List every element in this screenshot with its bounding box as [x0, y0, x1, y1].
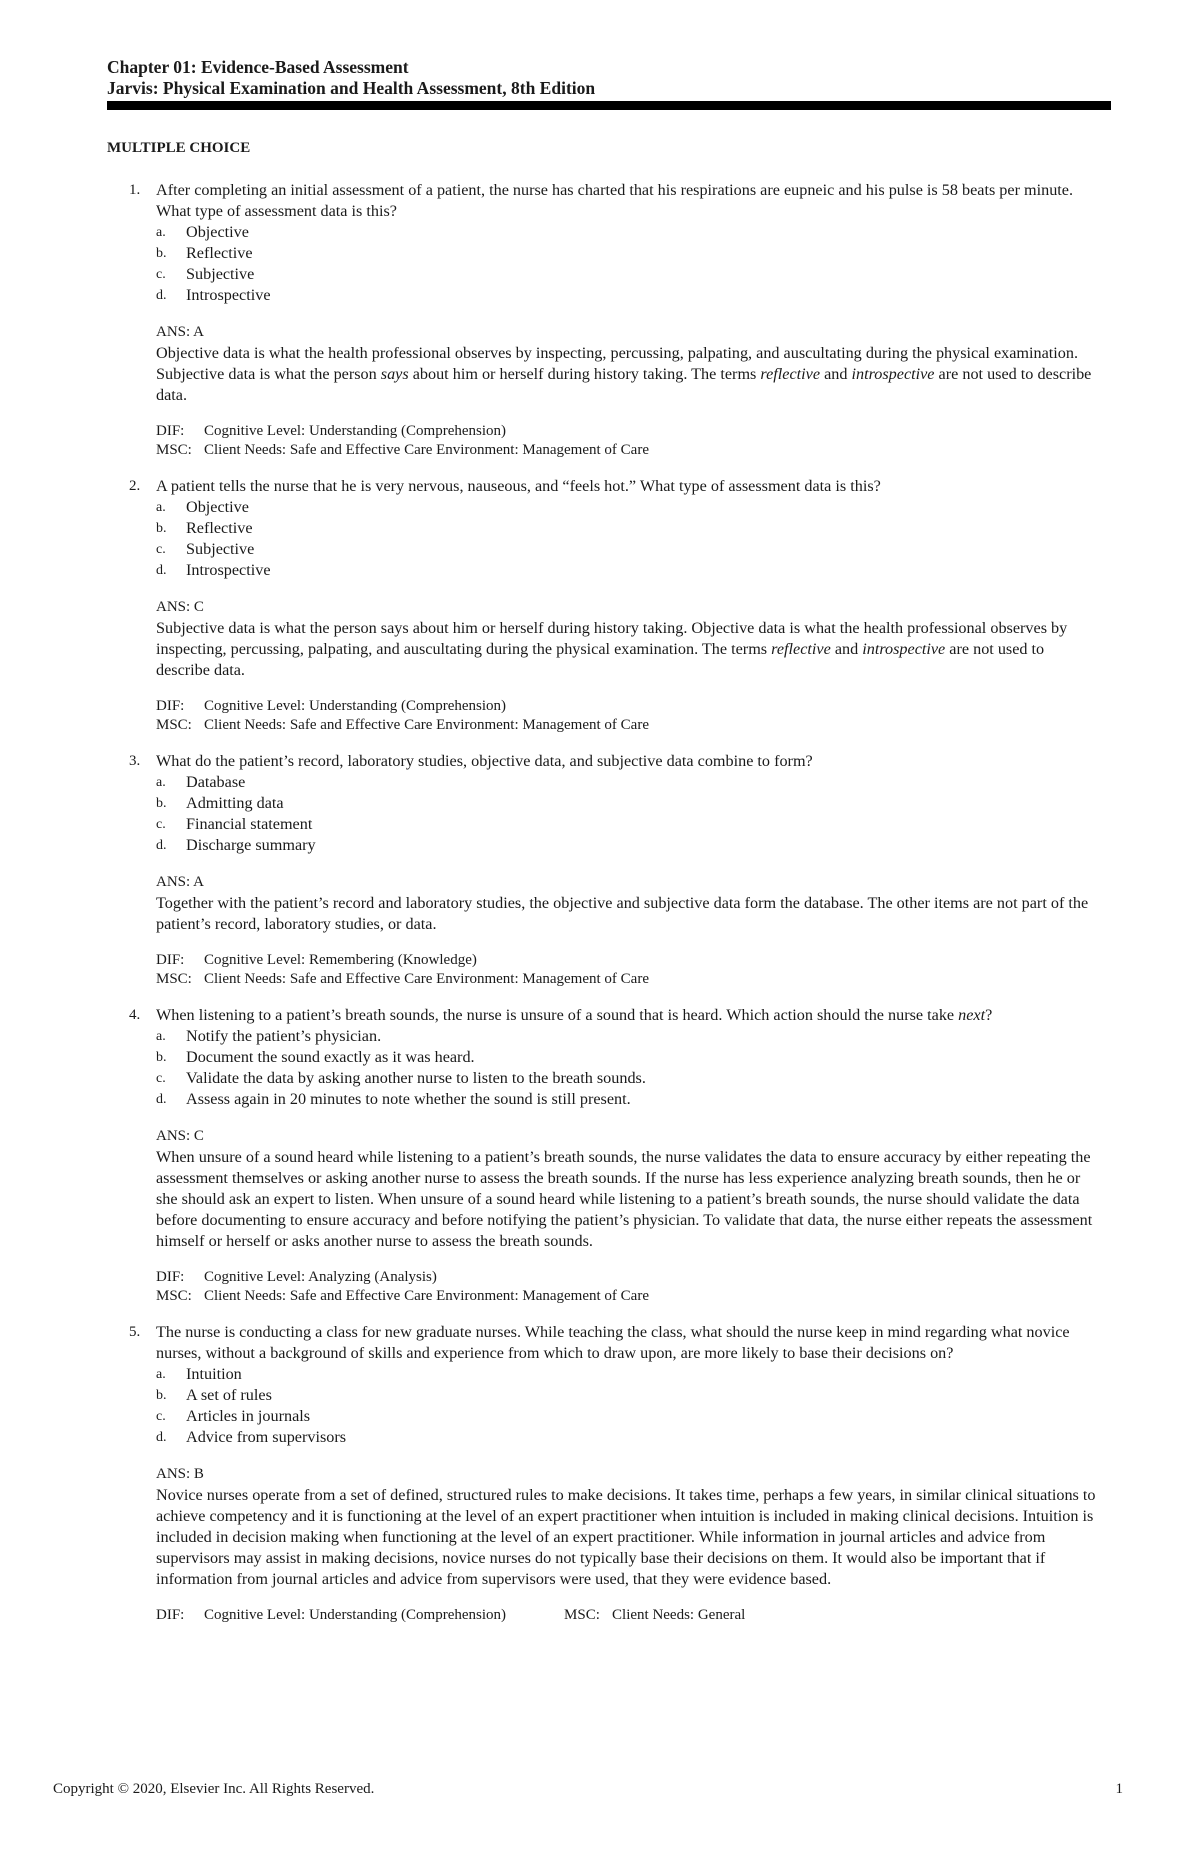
rationale-text-run: are not used to describe data.	[156, 365, 1092, 404]
answer-option	[156, 1385, 1102, 1406]
rationale-text-run: and	[820, 365, 852, 383]
difficulty-level: Cognitive Level: Analyzing (Analysis)	[204, 1269, 437, 1285]
answer-option	[156, 1364, 1102, 1385]
section-title: MULTIPLE CHOICE	[107, 140, 251, 156]
answer-option	[156, 1406, 1102, 1427]
rationale-text-run: When unsure of a sound heard while listening to a patient’s breath sounds, the nurse validates the data to ensure accuracy by either repeating the assessment themselves or asking another nurse to assess the breath sounds. If the nurse has less experience analyzing breath sounds, then he or she should ask an expert to listen. When unsure of a sound heard while listening to a patient’s breath sounds, the nurse should validate the data before documenting to ensure accuracy and before notifying the patient’s physician. To validate that data, the nurse either repeats the assessment himself or herself or asks another nurse to assess the breath sounds.	[156, 1148, 1093, 1250]
answer-key: ANS: C	[156, 1128, 204, 1144]
rationale-text-run: are not used to describe data.	[156, 640, 1045, 679]
difficulty-level: Cognitive Level: Understanding (Comprehension)	[204, 698, 507, 714]
client-needs: Client Needs: Safe and Effective Care Environment: Management of Care	[204, 1288, 649, 1304]
rationale-text-run: Subjective data is what the person says about him or herself during history taking. Objective data is what the health professional observes by inspecting, percussing, palpating, and auscultating during the physical examination. The terms	[156, 619, 1068, 658]
question-metadata	[156, 697, 1102, 735]
option-text: Reflective	[186, 244, 253, 262]
header-rule	[107, 101, 1111, 110]
answer-option	[156, 1068, 1102, 1089]
answer-option	[156, 1047, 1102, 1068]
option-letter: b.	[156, 521, 167, 536]
answer-rationale	[156, 1147, 1102, 1252]
question-list	[107, 180, 1102, 1641]
rationale-text-run: reflective	[760, 365, 821, 383]
rationale-text-run: Objective data is what the health professional observes by inspecting, percussing, palpating, and auscultating during the physical examination. Subjective data is what the person	[156, 344, 1078, 383]
option-letter: d.	[156, 1430, 167, 1445]
answer-option	[156, 835, 1102, 856]
option-text: Advice from supervisors	[186, 1428, 347, 1446]
question-number: 4.	[129, 1007, 141, 1023]
dif-label: DIF:	[156, 423, 185, 439]
option-letter: b.	[156, 1050, 167, 1065]
answer-option	[156, 772, 1102, 793]
difficulty-level: Cognitive Level: Remembering (Knowledge)	[204, 952, 477, 968]
answer-option	[156, 793, 1102, 814]
metadata-line	[156, 422, 1102, 441]
question-metadata	[156, 1268, 1102, 1306]
answer-options	[156, 772, 1102, 856]
option-letter: c.	[156, 1071, 166, 1086]
rationale-text-run: and	[830, 640, 863, 658]
answer-rationale	[156, 618, 1102, 681]
answer-key: ANS: A	[156, 874, 204, 890]
option-text: Notify the patient’s physician.	[186, 1027, 382, 1045]
question-stem: After completing an initial assessment of a patient, the nurse has charted that his respirations are eupneic and his pulse is 58 beats per minute. What type of assessment data is this?	[156, 181, 1074, 220]
question-metadata	[156, 951, 1102, 989]
answer-options	[156, 1364, 1102, 1448]
answer-option	[156, 1026, 1102, 1047]
answer-key: ANS: B	[156, 1466, 204, 1482]
question-stem: What do the patient’s record, laboratory studies, objective data, and subjective data combine to form?	[156, 752, 813, 770]
metadata-line	[156, 951, 1102, 970]
stem-text-run: When listening to a patient’s breath sounds, the nurse is unsure of a sound that is heard. Which action should the nurse take	[156, 1006, 959, 1024]
option-letter: a.	[156, 1029, 166, 1044]
question-item	[107, 180, 1102, 460]
option-letter: d.	[156, 563, 167, 578]
option-letter: c.	[156, 267, 166, 282]
option-text: Admitting data	[186, 794, 284, 812]
question-number: 2.	[129, 478, 141, 494]
option-text: Assess again in 20 minutes to note whether the sound is still present.	[186, 1090, 631, 1108]
difficulty-level: Cognitive Level: Understanding (Comprehension)	[204, 423, 507, 439]
option-letter: c.	[156, 542, 166, 557]
option-letter: a.	[156, 1367, 166, 1382]
option-letter: c.	[156, 817, 166, 832]
option-text: Objective	[186, 223, 249, 241]
rationale-text-run: says	[380, 365, 409, 383]
rationale-text-run: introspective	[851, 365, 935, 383]
client-needs: Client Needs: Safe and Effective Care Environment: Management of Care	[204, 717, 649, 733]
stem-text-run: next	[958, 1006, 986, 1024]
option-text: Introspective	[186, 561, 271, 579]
client-needs: Client Needs: General	[612, 1607, 746, 1623]
metadata-line	[156, 441, 1102, 460]
msc-label: MSC:	[564, 1607, 600, 1623]
question-item	[107, 1005, 1102, 1306]
answer-options	[156, 222, 1102, 306]
question-stem	[156, 1005, 1102, 1026]
answer-options	[156, 497, 1102, 581]
answer-option	[156, 814, 1102, 835]
question-item	[107, 476, 1102, 735]
answer-options	[156, 1026, 1102, 1110]
dif-label: DIF:	[156, 1607, 185, 1623]
answer-option	[156, 539, 1102, 560]
option-text: Subjective	[186, 540, 255, 558]
question-stem: A patient tells the nurse that he is very nervous, nauseous, and “feels hot.” What type of assessment data is this?	[156, 477, 881, 495]
stem-text-run: ?	[985, 1006, 993, 1024]
rationale-text-run: about him or herself during history taking. The terms	[408, 365, 761, 383]
copyright-notice: Copyright © 2020, Elsevier Inc. All Rights Reserved.	[53, 1781, 375, 1797]
question-number: 3.	[129, 753, 141, 769]
option-text: Introspective	[186, 286, 271, 304]
answer-option	[156, 264, 1102, 285]
answer-rationale	[156, 343, 1102, 406]
answer-rationale	[156, 893, 1102, 935]
option-text: Financial statement	[186, 815, 313, 833]
rationale-text-run: Together with the patient’s record and laboratory studies, the objective and subjective data form the database. The other items are not part of the patient’s record, laboratory studies, or data.	[156, 894, 1089, 933]
option-text: Subjective	[186, 265, 255, 283]
option-text: Reflective	[186, 519, 253, 537]
question-item	[107, 1322, 1102, 1625]
question-number: 1.	[129, 182, 141, 198]
option-letter: b.	[156, 1388, 167, 1403]
rationale-text-run: reflective	[771, 640, 831, 658]
book-title: Jarvis: Physical Examination and Health Assessment, 8th Edition	[107, 78, 596, 98]
client-needs: Client Needs: Safe and Effective Care Environment: Management of Care	[204, 442, 649, 458]
option-text: Discharge summary	[186, 836, 316, 854]
answer-rationale	[156, 1485, 1102, 1590]
metadata-line	[156, 716, 1102, 735]
option-text: Articles in journals	[186, 1407, 311, 1425]
answer-option	[156, 1427, 1102, 1448]
question-stem: The nurse is conducting a class for new graduate nurses. While teaching the class, what should the nurse keep in mind regarding what novice nurses, without a background of skills and experience from which to draw upon, are more likely to base their decisions on?	[156, 1323, 1070, 1362]
option-letter: b.	[156, 246, 167, 261]
option-text: A set of rules	[186, 1386, 272, 1404]
difficulty-level: Cognitive Level: Understanding (Comprehension)	[204, 1607, 507, 1623]
question-metadata	[156, 1606, 1102, 1625]
question-metadata	[156, 422, 1102, 460]
answer-key: ANS: C	[156, 599, 204, 615]
client-needs: Client Needs: Safe and Effective Care Environment: Management of Care	[204, 971, 649, 987]
answer-option	[156, 497, 1102, 518]
answer-option	[156, 518, 1102, 539]
option-letter: d.	[156, 1092, 167, 1107]
option-text: Objective	[186, 498, 249, 516]
metadata-line	[156, 1287, 1102, 1306]
rationale-text-run: Novice nurses operate from a set of defined, structured rules to make decisions. It takes time, perhaps a few years, in similar clinical situations to achieve competency and it is functioning at the level of an expert practitioner when intuition is included in making clinical decisions. Intuition is included in decision making when functioning at the level of an expert practitioner. While information in journal articles and advice from supervisors may assist in making decisions, novice nurses do not typically base their decisions on them. It would also be important that if information from journal articles and advice from supervisors were used, that they were evidence based.	[156, 1486, 1096, 1588]
answer-option	[156, 560, 1102, 581]
option-letter: b.	[156, 796, 167, 811]
dif-label: DIF:	[156, 952, 185, 968]
metadata-line	[156, 970, 1102, 989]
page-number: 1	[1115, 1781, 1123, 1797]
metadata-line	[156, 697, 1102, 716]
msc-label: MSC:	[156, 717, 192, 733]
metadata-line	[156, 1268, 1102, 1287]
question-number: 5.	[129, 1324, 141, 1340]
option-text: Document the sound exactly as it was heard.	[186, 1048, 475, 1066]
msc-label: MSC:	[156, 971, 192, 987]
page-header	[107, 57, 1111, 110]
question-item	[107, 751, 1102, 989]
answer-option	[156, 222, 1102, 243]
option-letter: d.	[156, 838, 167, 853]
msc-label: MSC:	[156, 442, 192, 458]
option-letter: a.	[156, 225, 166, 240]
rationale-text-run: introspective	[862, 640, 946, 658]
metadata-line	[156, 1606, 1102, 1625]
dif-label: DIF:	[156, 698, 185, 714]
option-letter: a.	[156, 500, 166, 515]
dif-label: DIF:	[156, 1269, 185, 1285]
option-text: Validate the data by asking another nurse to listen to the breath sounds.	[186, 1069, 646, 1087]
answer-option	[156, 285, 1102, 306]
option-letter: c.	[156, 1409, 166, 1424]
option-letter: a.	[156, 775, 166, 790]
chapter-title: Chapter 01: Evidence-Based Assessment	[107, 57, 409, 77]
answer-key: ANS: A	[156, 324, 204, 340]
answer-option	[156, 1089, 1102, 1110]
option-letter: d.	[156, 288, 167, 303]
msc-label: MSC:	[156, 1288, 192, 1304]
option-text: Intuition	[186, 1365, 242, 1383]
option-text: Database	[186, 773, 246, 791]
answer-option	[156, 243, 1102, 264]
